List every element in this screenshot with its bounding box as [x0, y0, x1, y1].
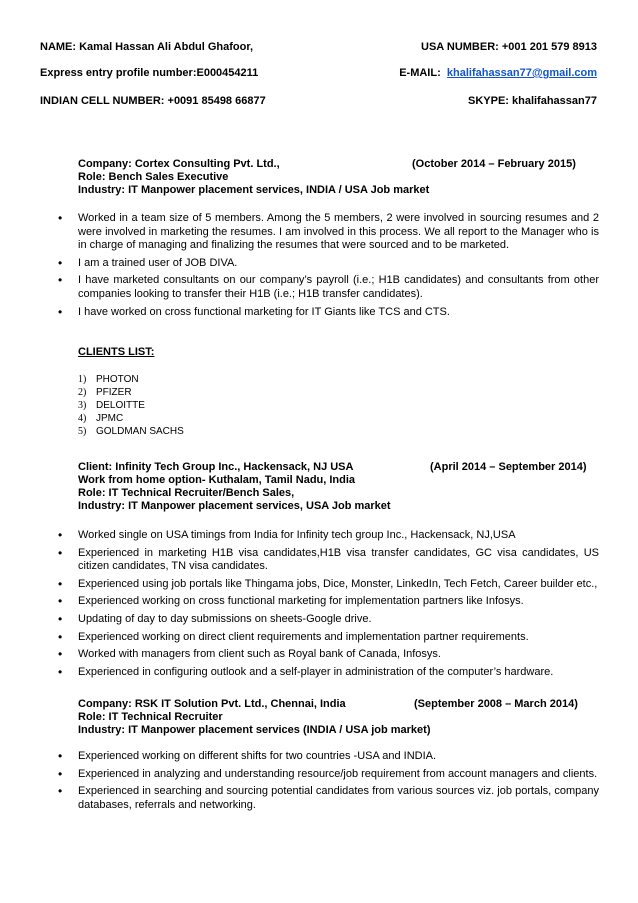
email-label: E-MAIL:: [399, 67, 441, 79]
job2-work-from: Work from home option- Kuthalam, Tamil Nadu, India: [78, 474, 356, 486]
job3-dates: (September 2008 – March 2014): [414, 698, 578, 710]
job2-industry: Industry: IT Manpower placement services, USA Job market: [78, 500, 391, 512]
client-item: 4) JPMC: [78, 413, 124, 424]
skype-id: SKYPE: khalifahassan77: [467, 95, 597, 107]
job2-heading: [78, 461, 598, 513]
list-item: • Experienced in configuring outlook and a self-player in administration of the computer’s hardware.: [58, 666, 599, 680]
list-item: • Experienced working on different shifts for two countries -USA and INDIA.: [58, 750, 599, 764]
job3-role: Role: IT Technical Recruiter: [78, 711, 223, 723]
candidate-name: NAME: Kamal Hassan Ali Abdul Ghafoor,: [40, 41, 254, 53]
email-link[interactable]: khalifahassan77@gmail.com: [446, 67, 597, 79]
job3-industry: Industry: IT Manpower placement services (INDIA / USA job market): [78, 724, 431, 736]
list-item: • I have marketed consultants on our company’s payroll (i.e.; H1B candidates) and consultants from other companies looking to transfer their H1B (i.e.; H1B transfer candidates).: [58, 274, 599, 301]
list-item: • Experienced using job portals like Thingama jobs, Dice, Monster, LinkedIn, Tech Fetch, Career builder etc.,: [58, 578, 599, 592]
clients-list-title: CLIENTS LIST:: [78, 346, 155, 358]
list-item: • Experienced working on direct client requirements and implementation partner requirements.: [58, 631, 599, 645]
client-item: 1) PHOTON: [78, 374, 139, 385]
list-item: • Updating of day to day submissions on sheets-Google drive.: [58, 613, 599, 627]
list-item: • Experienced in searching and sourcing potential candidates from various sources viz. job portals, company databases, referrals and networking.: [58, 785, 599, 812]
list-item: • Worked in a team size of 5 members. Among the 5 members, 2 were involved in sourcing resumes and 2 were involved in marketing the resumes. I am involved in this process. We all report to the Manager who is in charge of managing and finalizing the resumes that were sourced and to be marketed.: [58, 212, 599, 253]
job1-industry: Industry: IT Manpower placement services, INDIA / USA Job market: [78, 184, 430, 196]
job1-company: Company: Cortex Consulting Pvt. Ltd.,: [78, 158, 280, 170]
list-item: • I have worked on cross functional marketing for IT Giants like TCS and CTS.: [58, 306, 599, 320]
list-item: • Worked with managers from client such as Royal bank of Canada, Infosys.: [58, 648, 599, 662]
job2-client: Client: Infinity Tech Group Inc., Hackensack, NJ USA: [78, 461, 354, 473]
express-entry-number: Express entry profile number:E000454211: [40, 67, 259, 79]
list-item: • Experienced in marketing H1B visa candidates,H1B visa transfer candidates, GC visa candidates, US citizen candidates, TN visa candidates.: [58, 547, 599, 574]
clients-list: [78, 373, 184, 438]
job2-role: Role: IT Technical Recruiter/Bench Sales,: [78, 487, 295, 499]
job1-bullets: [58, 212, 599, 323]
client-item: 2) PFIZER: [78, 387, 132, 398]
email-line: [399, 67, 597, 80]
client-item: 3) DELOITTE: [78, 400, 145, 411]
list-item: • Experienced in analyzing and understanding resource/job requirement from account managers and clients.: [58, 768, 599, 782]
list-item: • Experienced working on cross functional marketing for implementation partners like Infosys.: [58, 595, 599, 609]
job3-company: Company: RSK IT Solution Pvt. Ltd., Chennai, India: [78, 698, 346, 710]
job3-heading: [78, 698, 598, 737]
job1-role: Role: Bench Sales Executive: [78, 171, 229, 183]
list-item: • I am a trained user of JOB DIVA.: [58, 257, 599, 271]
list-item: • Worked single on USA timings from India for Infinity tech group Inc., Hackensack, NJ,USA: [58, 529, 599, 543]
client-item: 5) GOLDMAN SACHS: [78, 426, 184, 437]
usa-number: USA NUMBER: +001 201 579 8913: [421, 41, 597, 53]
indian-cell-number: INDIAN CELL NUMBER: +0091 85498 66877: [40, 95, 266, 107]
job2-bullets: [58, 529, 599, 683]
job1-dates: (October 2014 – February 2015): [412, 158, 576, 170]
job1-heading: [78, 158, 598, 197]
job2-dates: (April 2014 – September 2014): [430, 461, 587, 473]
job3-bullets: [58, 750, 599, 816]
